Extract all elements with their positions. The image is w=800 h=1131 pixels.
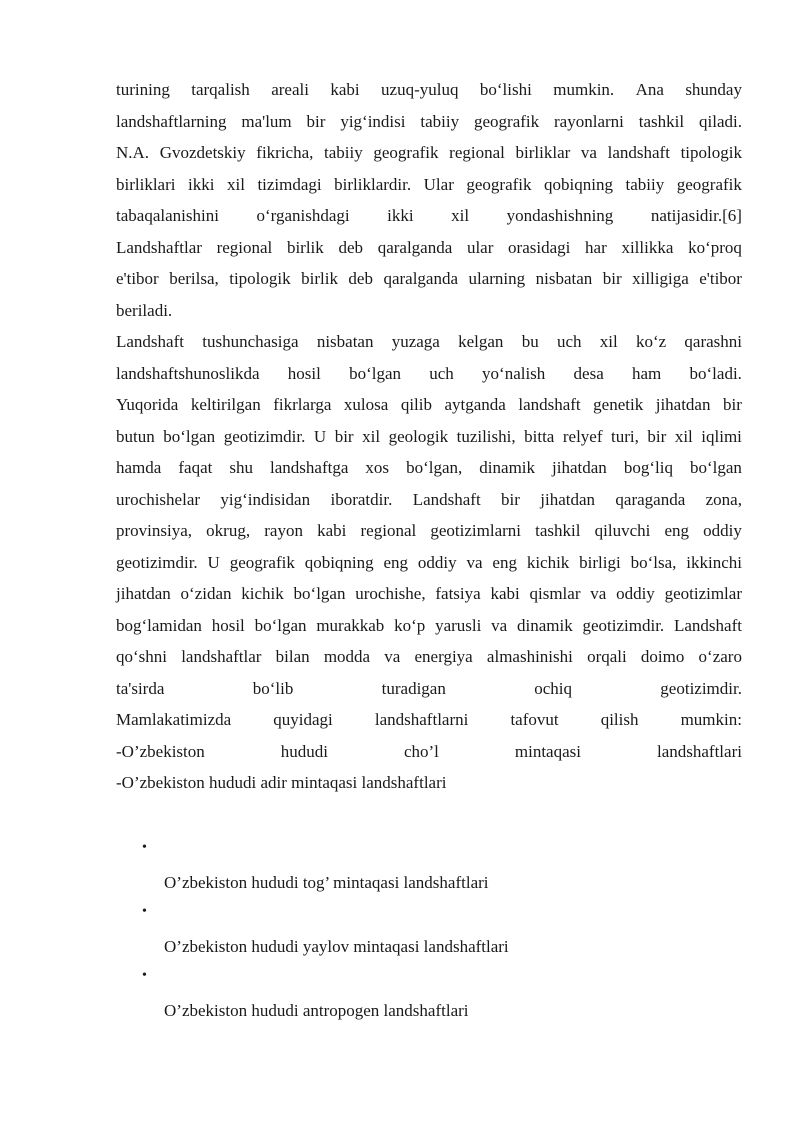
word: kichik: [241, 584, 284, 603]
word: iboratdir.: [330, 489, 393, 509]
word: ko‘proq: [688, 237, 742, 257]
word: rayonlarni: [554, 111, 624, 131]
word: ko‘z: [635, 332, 667, 351]
word: fikrlarga: [273, 395, 332, 414]
word: yuzaga: [391, 332, 440, 351]
word: qiladi.: [699, 111, 742, 131]
word: tabiiy: [625, 174, 665, 194]
text-line: [116, 358, 742, 390]
word: tarqalish: [191, 80, 250, 99]
word: dinamik: [479, 458, 536, 477]
word: xil: [599, 332, 618, 351]
word: geotizimlar: [664, 584, 742, 603]
word: xil: [362, 426, 381, 446]
word: xilligiga: [632, 269, 689, 288]
word: bo‘lgan: [349, 363, 402, 383]
word: ularning: [468, 269, 526, 288]
word: bo‘lgan: [293, 584, 346, 603]
word: tashkil: [638, 111, 685, 131]
word: landshaftlarning: [116, 111, 227, 131]
word: yondashishning: [506, 206, 614, 225]
word: N.A.: [116, 143, 150, 162]
text-line: [116, 326, 742, 358]
word: tabaqalanishini: [116, 206, 219, 225]
word: e'tibor: [116, 269, 159, 288]
word: mintaqasi: [514, 741, 581, 761]
word: Gvozdetskiy: [159, 143, 246, 162]
word: bo‘lgan: [254, 615, 307, 635]
word: tipologik: [229, 269, 291, 288]
word: tipologik: [680, 143, 742, 162]
word: tizimdagi: [257, 174, 322, 194]
word: urochishe,: [355, 584, 426, 603]
list-item-text: O’zbekiston hududi antropogen landshaftlari: [164, 1001, 469, 1020]
word: qo‘shni: [116, 647, 167, 666]
word: hududi: [280, 741, 328, 761]
word: xillikka: [621, 237, 674, 257]
text-line: [116, 704, 742, 736]
word: landshaftshunoslikda: [116, 363, 260, 383]
word: qarashni: [684, 332, 742, 351]
word: regional: [449, 143, 505, 162]
bullet-list: [116, 838, 742, 1030]
word: geografik: [373, 143, 439, 162]
word: tafovut: [510, 710, 559, 729]
word: qobiqning: [304, 552, 374, 572]
word: oddiy: [616, 584, 655, 603]
word: birligi: [579, 552, 621, 572]
word: zona,: [705, 489, 742, 509]
word: U: [313, 426, 327, 446]
word: butun: [116, 426, 155, 446]
text-line: [116, 200, 742, 232]
word: kabi: [317, 521, 347, 540]
word: birlik: [301, 269, 338, 288]
word: provinsiya,: [116, 521, 193, 540]
word: xos: [365, 458, 390, 477]
text-line: [116, 736, 742, 768]
text-line: [116, 421, 742, 453]
word: va: [590, 584, 607, 603]
word: yig‘indisidan: [220, 489, 311, 509]
word: regional: [216, 237, 273, 257]
word: ta'sirda: [116, 678, 165, 698]
word: geotizimdir.: [660, 678, 742, 698]
word: geotizimdir.: [223, 426, 306, 446]
word: oddiy: [417, 552, 457, 572]
word: bu: [521, 332, 539, 351]
text-line: [116, 232, 742, 264]
word: nisbatan: [535, 269, 593, 288]
word: o‘zidan: [180, 584, 232, 603]
word: qilish: [600, 710, 639, 729]
word: qilib: [400, 395, 432, 414]
text-line: [116, 74, 742, 106]
list-item-text: O’zbekiston hududi tog’ mintaqasi landshaftlari: [164, 873, 489, 892]
word: geotizimdir.: [116, 552, 198, 572]
text-line: [116, 578, 742, 610]
word: kelgan: [458, 332, 504, 351]
text-line: [116, 263, 742, 295]
word: murakkab: [316, 615, 385, 635]
bullet-icon: •: [142, 840, 147, 855]
word: bir: [722, 395, 742, 414]
word: Landshaft: [116, 332, 184, 351]
word: Landshaft: [673, 615, 742, 635]
word: ma'lum: [241, 111, 292, 131]
word: bo‘lgan: [689, 458, 742, 477]
word: xil: [674, 426, 693, 446]
word: geologik: [388, 426, 449, 446]
word: cho’l: [403, 741, 439, 761]
word: tushunchasiga: [202, 332, 299, 351]
bullet-icon: •: [142, 904, 147, 919]
word: bo‘lib: [252, 678, 294, 698]
word: birliklardir.: [334, 174, 412, 194]
word: Mamlakatimizda: [116, 710, 232, 729]
word: landshaftlar: [181, 647, 262, 666]
word: okrug,: [206, 521, 251, 540]
word: va: [384, 647, 401, 666]
word: fatsiya: [435, 584, 481, 603]
word: birliklar: [515, 143, 571, 162]
word: bog‘liq: [623, 458, 673, 477]
word: urochishelar: [116, 489, 201, 509]
word: birliklari: [116, 174, 176, 194]
word: va: [580, 143, 597, 162]
word: hosil: [211, 615, 245, 635]
text-line: [116, 515, 742, 547]
word: rayon: [264, 521, 303, 540]
text-line: [116, 106, 742, 138]
word: mumkin.: [553, 80, 615, 99]
word: landshaftlari: [656, 741, 742, 761]
word: bo‘lgan: [163, 426, 216, 446]
word: qiluvchi: [594, 521, 651, 540]
word: energiya: [414, 647, 473, 666]
word: relyef: [562, 426, 603, 446]
text-line: [116, 547, 742, 579]
word: almashinishi: [486, 647, 573, 666]
word: dinamik: [516, 615, 573, 635]
text-line: [116, 169, 742, 201]
word: kabi: [330, 80, 360, 99]
word: kichik: [526, 552, 570, 572]
word: landshaftlarni: [374, 710, 469, 729]
word: xulosa: [343, 395, 389, 414]
list-item: [116, 838, 742, 902]
word: tuzilishi,: [456, 426, 516, 446]
word: deb: [348, 269, 373, 288]
word: hosil: [287, 363, 321, 383]
word: bo‘lishi: [479, 80, 532, 99]
word: o‘rganishdagi: [256, 206, 350, 225]
word: bir: [306, 111, 326, 131]
word: ular: [466, 237, 494, 257]
word: aytganda: [444, 395, 506, 414]
word: U: [207, 552, 220, 572]
word: ochiq: [534, 678, 572, 698]
word: uch: [429, 363, 454, 383]
word: fikricha,: [256, 143, 314, 162]
word: deb: [338, 237, 364, 257]
word: o‘zaro: [698, 647, 742, 666]
word: bitta: [524, 426, 555, 446]
word: kabi: [490, 584, 520, 603]
word: bir: [602, 269, 622, 288]
word: uzuq-yuluq: [381, 80, 459, 99]
text-line: [116, 389, 742, 421]
text-line: beriladi.: [116, 300, 173, 320]
text-line: [116, 452, 742, 484]
list-item: [116, 966, 742, 1030]
word: bir: [334, 426, 354, 446]
word: Ular: [423, 174, 454, 194]
word: jihatdan: [552, 458, 607, 477]
word: ikki: [188, 174, 215, 194]
word: eng: [383, 552, 409, 572]
word: turining: [116, 80, 170, 99]
word: desa: [573, 363, 604, 383]
word: faqat: [178, 458, 213, 477]
word: landshaft: [607, 143, 670, 162]
word: -O’zbekiston: [116, 741, 205, 761]
word: bir: [647, 426, 667, 446]
word: yarusli: [435, 615, 482, 635]
word: tashkil: [535, 521, 581, 540]
word: bo‘lgan,: [406, 458, 463, 477]
word: Ana: [635, 80, 664, 99]
word: landshaftga: [270, 458, 349, 477]
list-item-text: O’zbekiston hududi yaylov mintaqasi landshaftlari: [164, 937, 509, 956]
word: yo‘nalish: [482, 363, 546, 383]
document-body: [116, 74, 742, 799]
text-line: -O’zbekiston hududi adir mintaqasi landshaftlari: [116, 773, 447, 792]
word: ham: [632, 363, 662, 383]
word: Yuqorida: [116, 395, 179, 414]
word: landshaft: [518, 395, 581, 414]
word: xil: [226, 174, 245, 194]
word: va: [466, 552, 483, 572]
word: ko‘p: [394, 615, 426, 635]
text-line: [116, 610, 742, 642]
word: uch: [556, 332, 582, 351]
list-item: [116, 902, 742, 966]
text-line: [116, 484, 742, 516]
word: quyidagi: [273, 710, 333, 729]
word: shunday: [685, 80, 742, 99]
word: Landshaftlar: [116, 237, 202, 257]
word: turi,: [611, 426, 639, 446]
word: qobiqning: [544, 174, 613, 194]
word: shu: [229, 458, 253, 477]
word: yig‘indisi: [340, 111, 406, 131]
word: oddiy: [703, 521, 742, 540]
word: turadigan: [381, 678, 446, 698]
word: doimo: [640, 647, 685, 666]
word: eng: [664, 521, 690, 540]
word: nisbatan: [316, 332, 374, 351]
word: bo‘lsa,: [630, 552, 677, 572]
word: jihatdan: [540, 489, 596, 509]
word: berilsa,: [169, 269, 219, 288]
word: mumkin:: [680, 710, 742, 729]
word: bog‘lamidan: [116, 615, 202, 635]
word: ikki: [387, 206, 414, 225]
word: geotizimdir.: [582, 615, 665, 635]
word: ikkinchi: [686, 552, 742, 572]
word: hamda: [116, 458, 162, 477]
word: bo‘ladi.: [689, 363, 742, 383]
word: iqlimi: [701, 426, 742, 446]
word: birlik: [286, 237, 324, 257]
text-line: [116, 673, 742, 705]
word: genetik: [593, 395, 644, 414]
word: eng: [492, 552, 517, 572]
word: tabiiy: [324, 143, 363, 162]
word: tabiiy: [420, 111, 460, 131]
text-line: [116, 137, 742, 169]
word: qaralganda: [383, 269, 459, 288]
word: bilan: [275, 647, 310, 666]
word: geografik: [466, 174, 532, 194]
word: geografik: [676, 174, 742, 194]
word: qaraganda: [615, 489, 686, 509]
word: areali: [271, 80, 309, 99]
word: orqali: [587, 647, 627, 666]
word: xil: [451, 206, 470, 225]
word: geotizimlarni: [430, 521, 521, 540]
word: modda: [323, 647, 371, 666]
word: regional: [360, 521, 417, 540]
word: Landshaft: [412, 489, 481, 509]
word: har: [585, 237, 607, 257]
word: geografik: [229, 552, 295, 572]
word: va: [491, 615, 508, 635]
word: orasidagi: [508, 237, 571, 257]
word: natijasidir.[6]: [650, 206, 742, 225]
word: e'tibor: [699, 269, 742, 288]
word: qaralganda: [377, 237, 453, 257]
word: jihatdan: [655, 395, 711, 414]
text-line: [116, 641, 742, 673]
word: keltirilgan: [190, 395, 261, 414]
word: geografik: [473, 111, 540, 131]
word: jihatdan: [116, 584, 171, 603]
bullet-icon: •: [142, 968, 147, 983]
word: bir: [501, 489, 520, 509]
word: qismlar: [529, 584, 581, 603]
